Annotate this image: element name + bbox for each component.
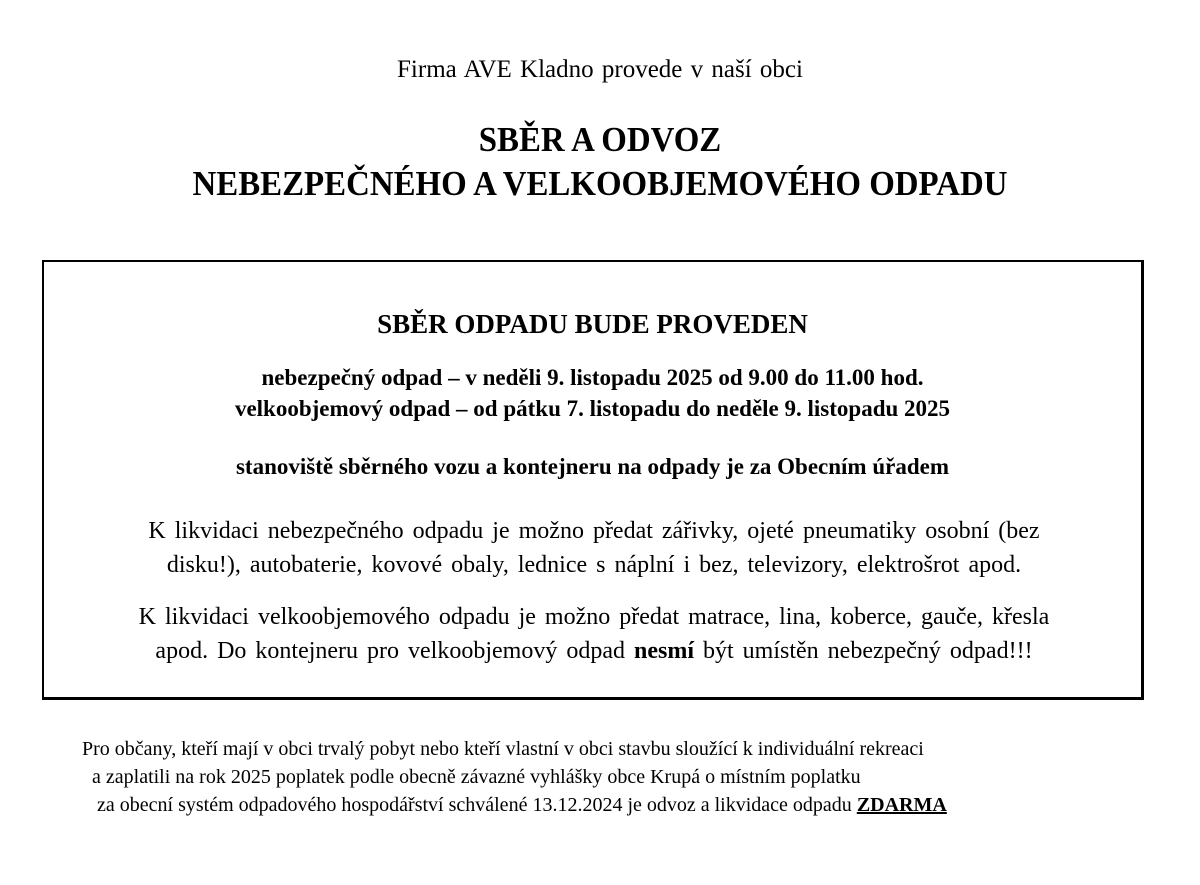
page-title	[36, 118, 1164, 206]
bulky-line-2	[74, 634, 1114, 668]
footer-line-3-text: za obecní systém odpadového hospodářství schválené 13.12.2024 je odvoz a likvidace odpadu	[97, 794, 857, 816]
collection-schedule	[44, 362, 1141, 424]
title-line-2: NEBEZPEČNÉHO A VELKOOBJEMOVÉHO ODPADU	[192, 164, 1008, 203]
hazardous-waste-paragraph	[74, 514, 1114, 582]
footer-line-2: a zaplatili na rok 2025 poplatek podle obecně závazné vyhlášky obce Krupá o místním poplatku	[92, 766, 861, 788]
hazardous-line-1: K likvidaci nebezpečného odpadu je možno předat zářivky, ojeté pneumatiky osobní (bez	[148, 518, 1040, 544]
bulky-line-2-end: být umístěn nebezpečný odpad!!!	[694, 638, 1033, 664]
schedule-hazardous: nebezpečný odpad – v neděli 9. listopadu 2025 od 9.00 do 11.00 hod.	[261, 365, 924, 390]
bulky-line-2-start: apod. Do kontejneru pro velkoobjemový odpad	[155, 638, 634, 664]
collection-location: stanoviště sběrného vozu a kontejneru na odpady je za Obecním úřadem	[235, 454, 949, 479]
footer-line-3	[97, 791, 1200, 819]
bulky-line-1: K likvidaci velkoobjemového odpadu je možno předat matrace, lina, koberce, gauče, křesla	[138, 604, 1050, 630]
footer-line-1: Pro občany, kteří mají v obci trvalý pobyt nebo kteří vlastní v obci stavbu sloužící k individuální rekreaci	[82, 738, 924, 760]
box-heading: SBĚR ODPADU BUDE PROVEDEN	[377, 309, 808, 339]
bulky-waste-paragraph	[74, 600, 1114, 668]
notice-box	[42, 260, 1144, 700]
footer-note	[0, 735, 1200, 819]
hazardous-line-2: disku!), autobaterie, kovové obaly, lednice s náplní i bez, televizory, elektrošrot apod.	[166, 552, 1022, 578]
free-of-charge-emphasis: ZDARMA	[856, 794, 947, 816]
schedule-bulky: velkoobjemový odpad – od pátku 7. listopadu do neděle 9. listopadu 2025	[234, 396, 951, 421]
title-line-1: SBĚR A ODVOZ	[478, 120, 722, 159]
prohibited-emphasis: nesmí	[634, 638, 694, 664]
intro-line: Firma AVE Kladno provede v naší obci	[397, 56, 803, 83]
